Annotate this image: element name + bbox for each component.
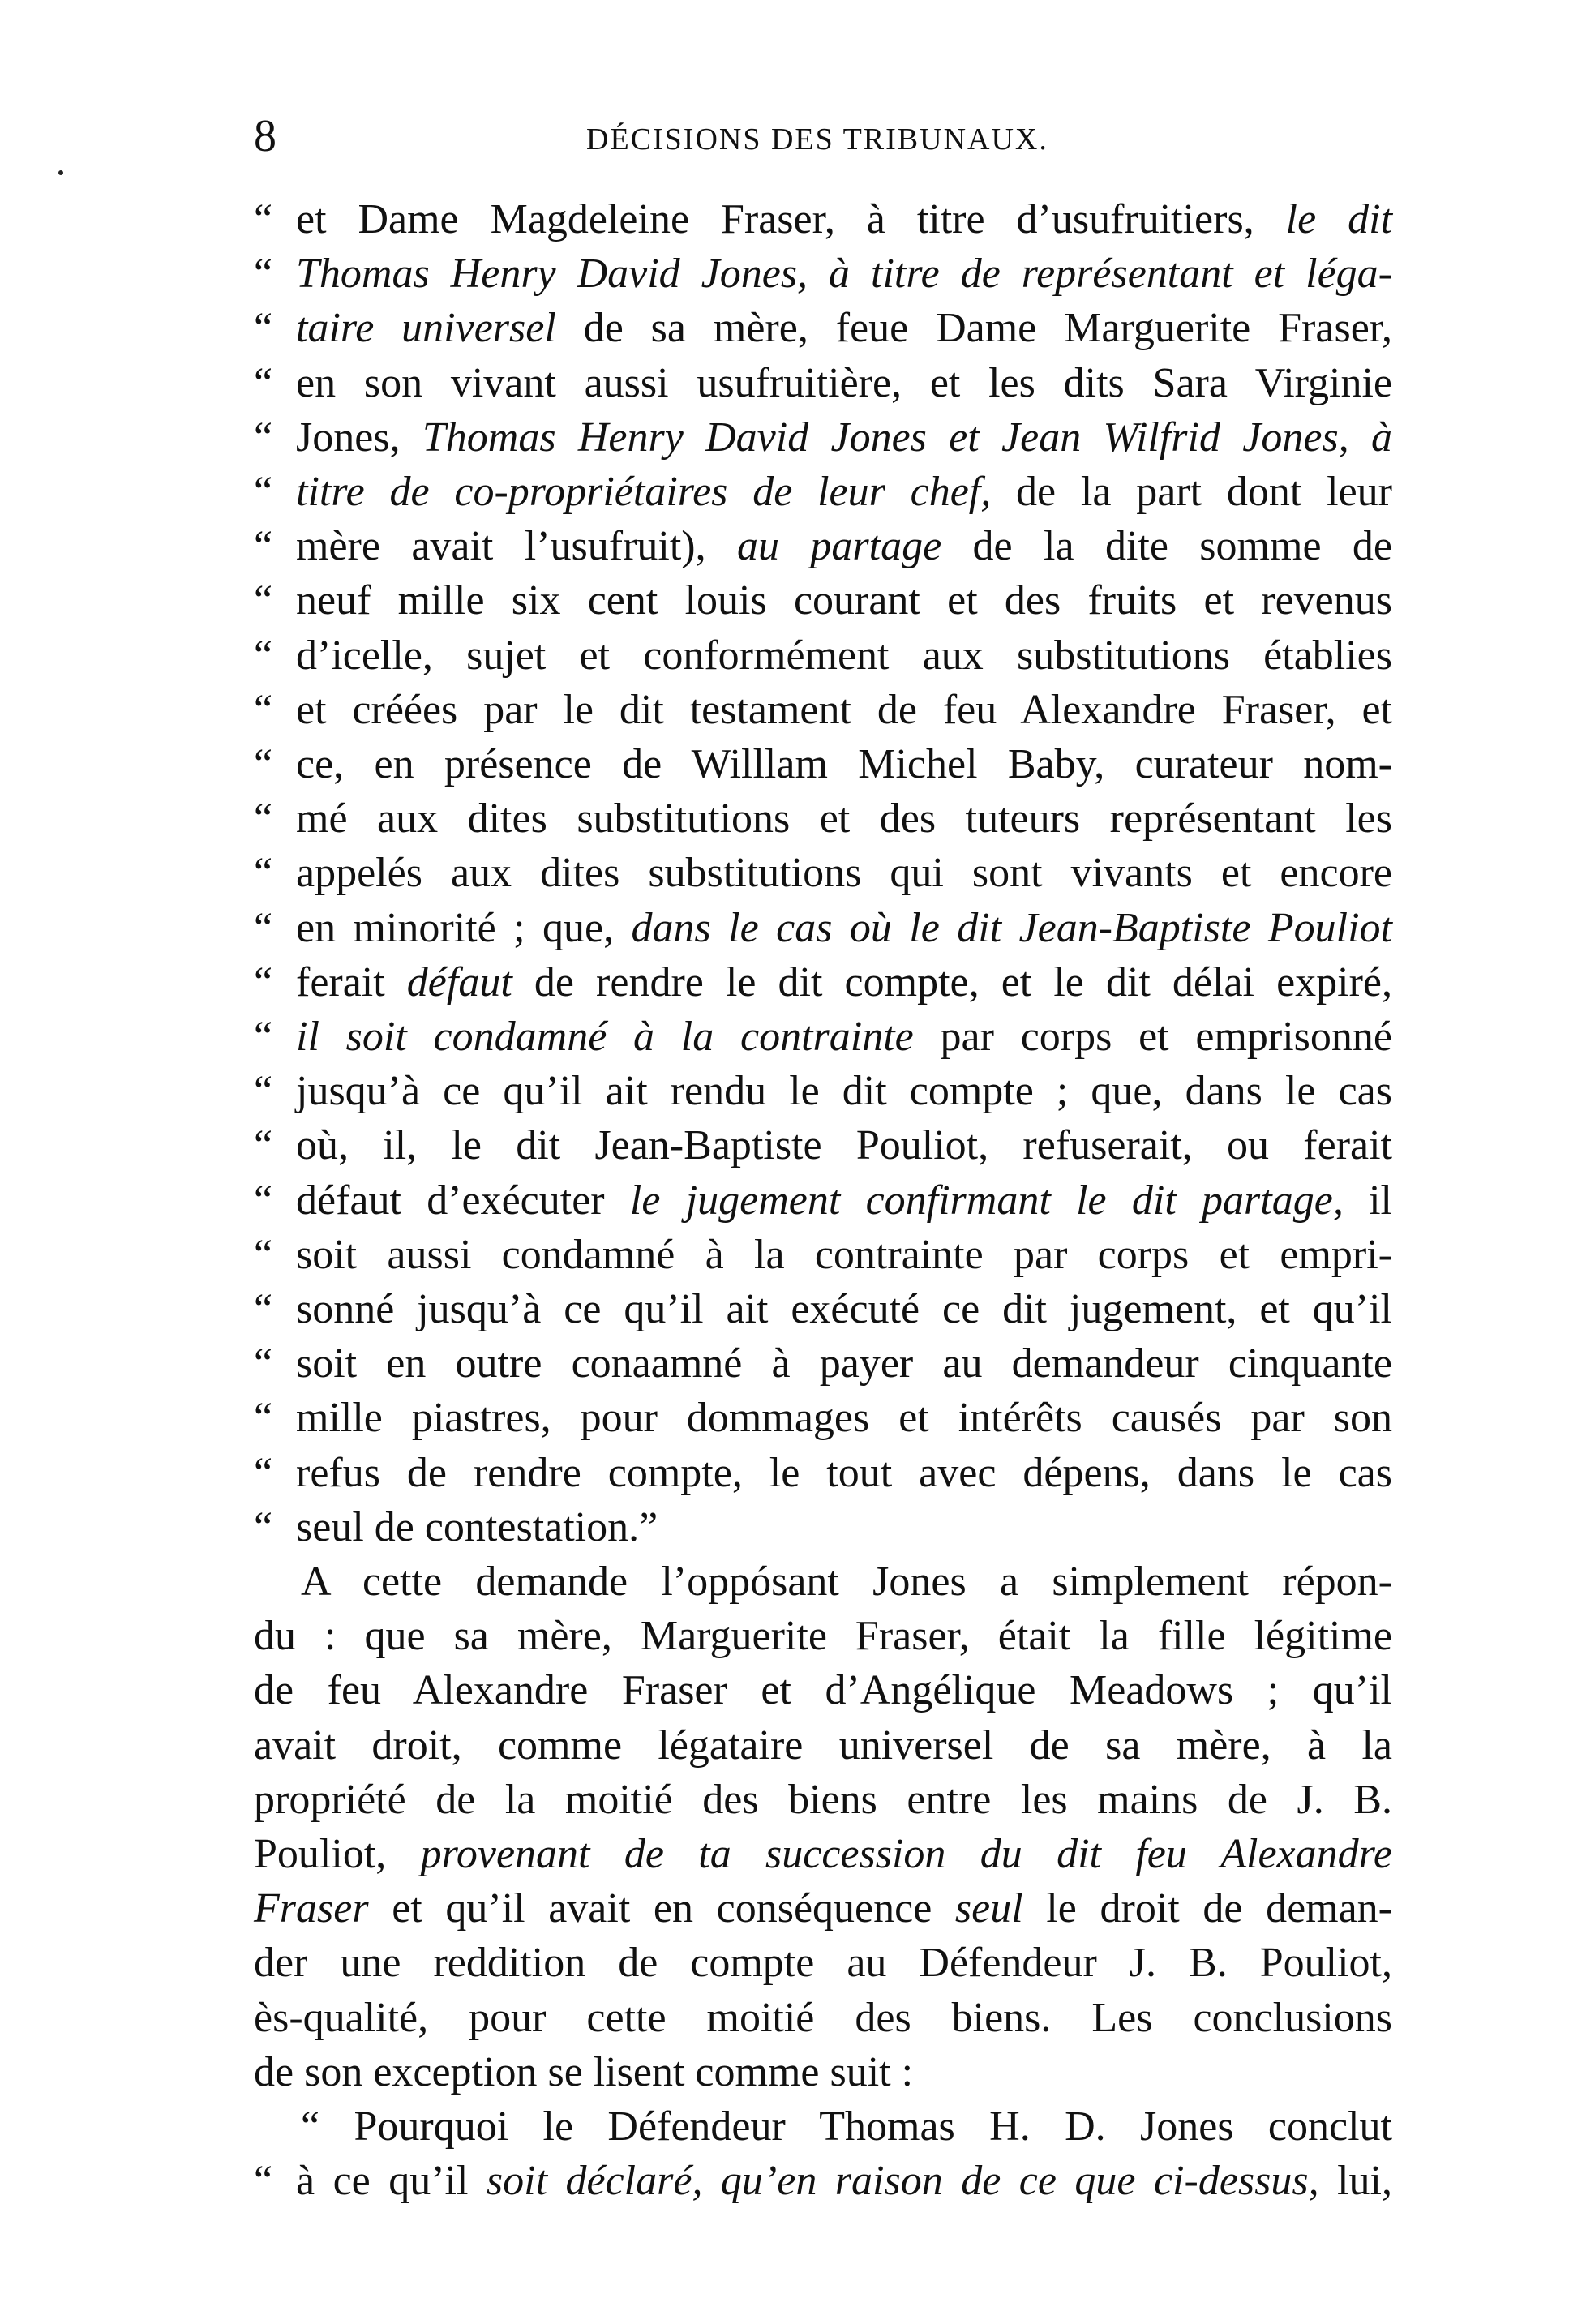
text-line (254, 1066, 1392, 1117)
text-line (254, 1503, 1392, 1553)
quote-mark: “ (254, 251, 273, 297)
quote-mark: “ (254, 414, 273, 461)
italic-text: défaut (406, 959, 512, 1005)
stray-mark (58, 170, 63, 175)
text-line (254, 1775, 1392, 1825)
italic-text: taire universel (296, 305, 556, 351)
text-line (254, 1012, 1392, 1062)
text-line (254, 1829, 1392, 1880)
text-line (254, 521, 1392, 572)
italic-text: le dit (1285, 196, 1393, 242)
text-line (254, 303, 1392, 354)
italic-text: soit déclaré, qu’en raison de ce que ci-dessus, (486, 2158, 1319, 2204)
text-line (254, 1339, 1392, 1389)
quote-mark: “ (254, 1014, 273, 1060)
text-line (254, 1666, 1392, 1716)
text-span: de rendre le dit compte, et le dit délai expiré, (512, 959, 1393, 1005)
text-span: par corps et emprisonné (913, 1014, 1392, 1060)
quote-mark: “ (254, 959, 273, 1005)
text-span: der une reddition de compte au Défendeur J. B. Pouliot, (254, 1940, 1392, 1986)
text-line (254, 903, 1392, 954)
quote-mark: “ (254, 1504, 273, 1550)
text-line (254, 358, 1392, 409)
text-span: de son exception se lisent comme suit : (254, 2049, 914, 2095)
text-span: “ Pourquoi le Défendeur Thomas H. D. Jones conclut (301, 2103, 1392, 2150)
text-span: de la dite somme de (941, 523, 1392, 569)
text-span: ès-qualité, pour cette moitié des biens. Les conclusions (254, 1995, 1392, 2041)
text-span: jusqu’à ce qu’il ait rendu le dit compte ; que, dans le cas (296, 1068, 1392, 1114)
text-span: sonné jusqu’à ce qu’il ait exécuté ce dit jugement, et qu’il (296, 1286, 1392, 1332)
italic-text: le jugement confirmant le dit partage, (629, 1177, 1344, 1224)
text-span: et qu’il avait en conséquence (368, 1885, 955, 1932)
text-line (254, 685, 1392, 735)
text-line (254, 1557, 1392, 1607)
text-span: soit aussi condamné à la contrainte par corps et empri- (296, 1232, 1392, 1278)
text-span: de sa mère, feue Dame Marguerite Fraser, (555, 305, 1393, 351)
text-line (254, 413, 1392, 463)
text-span: A cette demande l’oppósant Jones a simplement répon- (301, 1559, 1392, 1605)
text-line (254, 1448, 1392, 1499)
text-span: de la part dont leur (991, 469, 1392, 515)
page-number: 8 (254, 111, 277, 161)
page-header (254, 112, 1392, 161)
text-span: lui, (1318, 2158, 1393, 2204)
text-line (254, 1611, 1392, 1662)
text-span: défaut d’exécuter (296, 1177, 630, 1224)
text-span: neuf mille six cent louis courant et des fruits et revenus (296, 577, 1392, 624)
quote-mark: “ (254, 360, 273, 406)
italic-text: Thomas Henry David Jones, à titre de représentant et léga- (296, 251, 1392, 297)
text-span: à ce qu’il (296, 2158, 487, 2204)
text-span: il (1343, 1177, 1393, 1224)
text-span: avait droit, comme légataire universel de sa mère, à la (254, 1722, 1392, 1769)
italic-text: seul (954, 1885, 1023, 1932)
quote-mark: “ (254, 305, 273, 351)
text-span: mille piastres, pour dommages et intérêts causés par son (296, 1395, 1392, 1441)
quote-mark: “ (254, 632, 273, 679)
text-span: Pouliot, (254, 1831, 421, 1877)
text-span: soit en outre conaamné à payer au demandeur cinquante (296, 1340, 1392, 1387)
text-line (254, 1884, 1392, 1934)
quote-mark: “ (254, 850, 273, 896)
text-line (254, 740, 1392, 790)
text-span: mère avait l’usufruit), (296, 523, 737, 569)
italic-text: au partage (737, 523, 942, 569)
text-span: où, il, le dit Jean-Baptiste Pouliot, refuserait, ou ferait (296, 1122, 1392, 1168)
text-line (254, 1284, 1392, 1335)
text-line (254, 848, 1392, 898)
italic-text: provenant de ta succession du dit feu Alexandre (420, 1831, 1392, 1877)
quote-mark: “ (254, 2158, 273, 2204)
text-line (254, 1993, 1392, 2043)
text-line (254, 794, 1392, 844)
text-span: Jones, (296, 414, 422, 461)
text-span: et Dame Magdeleine Fraser, à titre d’usufruitiers, (296, 196, 1286, 242)
text-span: seul de contestation.” (296, 1504, 658, 1550)
quote-mark: “ (254, 1177, 273, 1224)
text-span: ce, en présence de Willlam Michel Baby, curateur nom- (296, 741, 1392, 787)
text-line (254, 2047, 1392, 2098)
text-span: et créées par le dit testament de feu Alexandre Fraser, et (296, 687, 1392, 733)
text-span: propriété de la moitié des biens entre les mains de J. B. (254, 1777, 1392, 1823)
italic-text: Thomas Henry David Jones et Jean Wilfrid Jones, à (422, 414, 1392, 461)
quote-mark: “ (254, 1068, 273, 1114)
text-line (254, 467, 1392, 517)
text-span: en minorité ; que, (296, 905, 632, 951)
text-line (254, 195, 1392, 245)
italic-text: Fraser (254, 1885, 369, 1932)
quote-mark: “ (254, 1340, 273, 1387)
italic-text: dans le cas où le dit Jean-Baptiste Pouliot (631, 905, 1392, 951)
quote-mark: “ (254, 741, 273, 787)
text-span: de feu Alexandre Fraser et d’Angélique Meadows ; qu’il (254, 1667, 1392, 1713)
quote-mark: “ (254, 1395, 273, 1441)
text-line (254, 1721, 1392, 1771)
quote-mark: “ (254, 905, 273, 951)
text-span: du : que sa mère, Marguerite Fraser, était la fille légitime (254, 1613, 1392, 1659)
text-span: d’icelle, sujet et conformément aux substitutions établies (296, 632, 1392, 679)
quote-mark: “ (254, 1286, 273, 1332)
text-line (254, 1938, 1392, 1988)
text-span: ferait (296, 959, 407, 1005)
italic-text: il soit condamné à la contrainte (296, 1014, 914, 1060)
text-span: le droit de deman- (1022, 1885, 1392, 1932)
text-line (254, 2102, 1392, 2152)
text-line (254, 2156, 1392, 2206)
text-line (254, 249, 1392, 299)
text-line (254, 1121, 1392, 1171)
quote-mark: “ (254, 1232, 273, 1278)
text-line (254, 1176, 1392, 1226)
quote-mark: “ (254, 196, 273, 242)
quote-mark: “ (254, 469, 273, 515)
text-span: en son vivant aussi usufruitière, et les dits Sara Virginie (296, 360, 1392, 406)
quote-mark: “ (254, 1450, 273, 1496)
text-line (254, 1393, 1392, 1443)
text-line (254, 1230, 1392, 1280)
italic-text: titre de co-propriétaires de leur chef, (296, 469, 992, 515)
text-span: refus de rendre compte, le tout avec dépens, dans le cas (296, 1450, 1392, 1496)
text-span: mé aux dites substitutions et des tuteurs représentant les (296, 795, 1392, 842)
quote-mark: “ (254, 523, 273, 569)
quote-mark: “ (254, 795, 273, 842)
quote-mark: “ (254, 577, 273, 624)
text-line (254, 576, 1392, 626)
text-line (254, 631, 1392, 681)
running-title: DÉCISIONS DES TRIBUNAUX. (586, 122, 1048, 157)
quote-mark: “ (254, 1122, 273, 1168)
quote-mark: “ (254, 687, 273, 733)
text-line (254, 958, 1392, 1008)
text-span: appelés aux dites substitutions qui sont vivants et encore (296, 850, 1392, 896)
